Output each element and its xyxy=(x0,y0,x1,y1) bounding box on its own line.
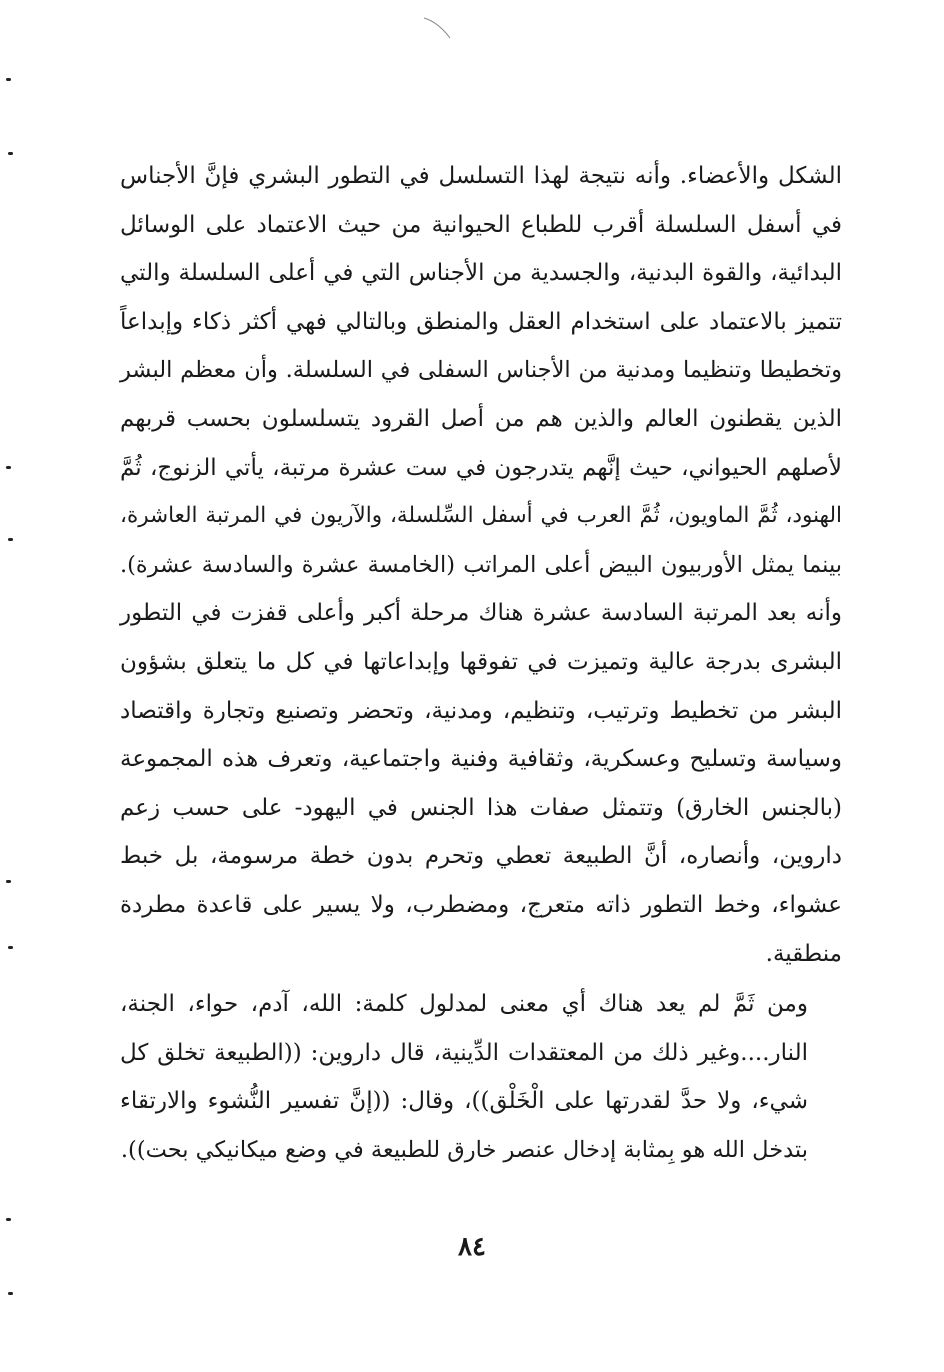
text-line: شيء، ولا حدَّ لقدرتها على الْخَلْق))، وقال: ((إنَّ تفسير النُّشوء والارتقاء xyxy=(120,1088,808,1115)
text-line: الذين يقطنون العالم والذين هم من أصل القرود يتسلسلون بحسب قربهم xyxy=(120,405,842,432)
text-line: تتميز بالاعتماد على استخدام العقل والمنطق وبالتالي فهي أكثر ذكاء وإبداعاً xyxy=(120,308,842,335)
text-line: ومن ثَمَّ لم يعد هناك أي معنى لمدلول كلمة: الله، آدم، حواء، الجنة، xyxy=(120,991,808,1017)
scan-artifact-mark xyxy=(420,14,460,44)
text-line: بينما يمثل الأوربيون البيض أعلى المراتب (الخامسة عشرة والسادسة عشرة). xyxy=(120,551,842,578)
text-line: بتدخل الله هو بِمثابة إدخال عنصر خارق للطبيعة في وضع ميكانيكي بحت)). xyxy=(120,1136,808,1163)
scan-speck xyxy=(8,946,13,949)
scan-speck xyxy=(8,538,13,541)
scan-speck xyxy=(6,1218,11,1221)
scan-speck xyxy=(6,466,11,469)
text-line: النار....وغير ذلك من المعتقدات الدِّينية، قال داروين: ((الطبيعة تخلق كل xyxy=(120,1039,808,1066)
scan-speck xyxy=(8,152,13,155)
text-line: البدائية، والقوة البدنية، والجسدية من الأجناس التي في أعلى السلسلة والتي xyxy=(120,260,842,287)
text-line: البشر من تخطيط وترتيب، وتنظيم، ومدنية، وتحضر وتصنيع وتجارة واقتصاد xyxy=(120,697,842,724)
body-paragraph-1 xyxy=(120,152,842,978)
page-number: ٨٤ xyxy=(458,1232,486,1262)
text-line: في أسفل السلسلة أقرب للطباع الحيوانية من حيث الاعتماد على الوسائل xyxy=(120,211,842,238)
text-line: الشكل والأعضاء. وأنه نتيجة لهذا التسلسل في التطور البشري فإنَّ الأجناس xyxy=(120,163,842,189)
text-line: البشرى بدرجة عالية وتميزت في تفوقها وإبداعاتها في كل ما يتعلق بشؤون xyxy=(120,648,842,675)
scan-speck xyxy=(6,78,11,81)
text-line: عشواء، وخط التطور ذاته متعرج، ومضطرب، ولا يسير على قاعدة مطردة xyxy=(120,891,842,918)
text-line: وسياسة وتسليح وعسكرية، وثقافية وفنية واجتماعية، وتعرف هذه المجموعة xyxy=(120,746,842,773)
text-line: لأصلهم الحيواني، حيث إنَّهم يتدرجون في ست عشرة مرتبة، يأتي الزنوج، ثُمَّ xyxy=(120,454,842,481)
body-paragraph-2 xyxy=(120,980,842,1174)
text-line: وتخطيطا وتنظيما ومدنية من الأجناس السفلى في السلسلة. وأن معظم البشر xyxy=(120,357,842,384)
scan-speck xyxy=(6,880,11,883)
text-line: الهنود، ثُمَّ الماويون، ثُمَّ العرب في أسفل السِّلسلة، والآريون في المرتبة العاشرة، xyxy=(120,503,842,529)
text-line: داروين، وأنصاره، أنَّ الطبيعة تعطي وتحرم بدون خطة مرسومة، بل خبط xyxy=(120,843,842,870)
text-line: (بالجنس الخارق) وتتمثل صفات هذا الجنس في اليهود- على حسب زعم xyxy=(120,794,842,821)
scan-speck xyxy=(8,1292,13,1295)
text-line: منطقية. xyxy=(765,940,842,967)
text-line: وأنه بعد المرتبة السادسة عشرة هناك مرحلة أكبر وأعلى قفزت في التطور xyxy=(120,600,842,627)
